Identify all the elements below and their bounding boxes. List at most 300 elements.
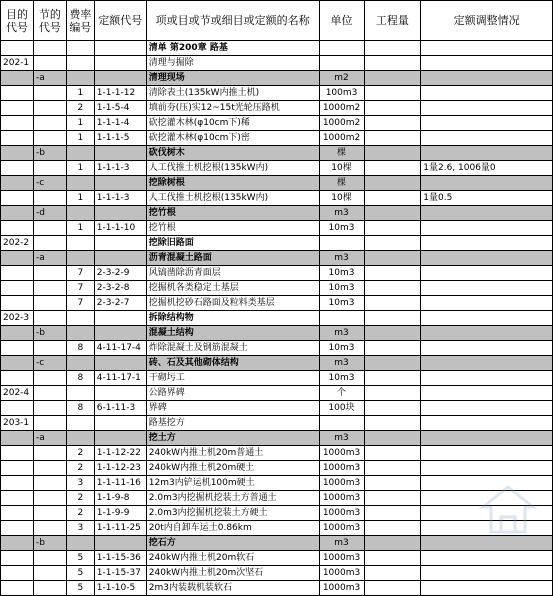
cell-item-name: 挖除旧路面: [146, 236, 319, 251]
cell-unit: 1000m3: [319, 566, 364, 581]
cell-adjustment: [421, 356, 553, 371]
cell-adjustment: [421, 446, 553, 461]
cell-quota-code: [94, 386, 146, 401]
cell-section-code: -c: [33, 176, 66, 191]
cell-unit: 10m3: [319, 296, 364, 311]
cell-quantity: [364, 41, 421, 56]
cell-item-name: 人工伐推土机挖根(135kW内): [146, 191, 319, 206]
cell-quota-code: 1-1-9-8: [94, 491, 146, 506]
cell-target-code: 203-1: [1, 416, 34, 431]
cell-adjustment: [421, 281, 553, 296]
cell-quota-code: [94, 176, 146, 191]
cell-item-name: 2m3内装载机装软石: [146, 581, 319, 596]
cell-section-code: [33, 221, 66, 236]
cell-quota-code: 1-1-15-36: [94, 551, 146, 566]
cell-adjustment: [421, 566, 553, 581]
cell-section-code: [33, 401, 66, 416]
cell-item-name: 挖掘机挖砂石路面及粒料类基层: [146, 296, 319, 311]
table-row: [1, 536, 553, 551]
cell-item-name: 12m3内铲运机100m硬土: [146, 476, 319, 491]
cell-quantity: [364, 266, 421, 281]
cell-target-code: [1, 191, 34, 206]
table-row: [1, 341, 553, 356]
cell-target-code: 202-1: [1, 56, 34, 71]
cell-section-code: [33, 461, 66, 476]
cell-rate-number: [66, 56, 94, 71]
table-row: [1, 236, 553, 251]
table-row: [1, 521, 553, 536]
cell-section-code: [33, 521, 66, 536]
cell-section-code: [33, 566, 66, 581]
cell-section-code: [33, 311, 66, 326]
cell-rate-number: 5: [66, 551, 94, 566]
cell-target-code: [1, 371, 34, 386]
cell-quantity: [364, 536, 421, 551]
cell-target-code: [1, 176, 34, 191]
cell-item-name: 挖土方: [146, 431, 319, 446]
cell-target-code: 202-2: [1, 236, 34, 251]
cell-quantity: [364, 206, 421, 221]
cell-item-name: 拆除结构物: [146, 311, 319, 326]
cell-target-code: [1, 296, 34, 311]
cell-rate-number: [66, 251, 94, 266]
table-row: [1, 446, 553, 461]
cell-unit: 1000m3: [319, 506, 364, 521]
cell-section-code: [33, 236, 66, 251]
cell-quantity: [364, 431, 421, 446]
cell-quantity: [364, 101, 421, 116]
cell-rate-number: [66, 236, 94, 251]
cell-rate-number: 1: [66, 221, 94, 236]
cell-unit: 10m3: [319, 341, 364, 356]
cell-quantity: [364, 476, 421, 491]
cell-rate-number: 1: [66, 116, 94, 131]
table-row: [1, 476, 553, 491]
cell-item-name: 砍挖灌木林(φ10cm下)密: [146, 131, 319, 146]
table-row: [1, 506, 553, 521]
cell-section-code: [33, 296, 66, 311]
cell-unit: 100块: [319, 401, 364, 416]
watermark-logo: [473, 482, 543, 542]
cell-quota-code: [94, 206, 146, 221]
cell-rate-number: [66, 416, 94, 431]
cell-section-code: [33, 446, 66, 461]
cell-section-code: -a: [33, 71, 66, 86]
cell-unit: [319, 311, 364, 326]
table-row: [1, 161, 553, 176]
table-row: [1, 431, 553, 446]
cell-quota-code: 1-1-5-4: [94, 101, 146, 116]
cell-adjustment: [421, 296, 553, 311]
cell-rate-number: 1: [66, 86, 94, 101]
cell-unit: [319, 56, 364, 71]
table-row: [1, 251, 553, 266]
cell-section-code: [33, 341, 66, 356]
cell-quota-code: 1-1-1-3: [94, 191, 146, 206]
cell-quota-code: [94, 326, 146, 341]
cell-quantity: [364, 401, 421, 416]
cell-quantity: [364, 296, 421, 311]
cell-quota-code: 1-1-1-12: [94, 86, 146, 101]
cell-item-name: 砍伐树木: [146, 146, 319, 161]
cell-quantity: [364, 461, 421, 476]
cell-adjustment: [421, 551, 553, 566]
cell-rate-number: [66, 41, 94, 56]
cell-rate-number: 8: [66, 341, 94, 356]
cell-unit: 1000m3: [319, 581, 364, 596]
cell-target-code: [1, 446, 34, 461]
table-row: [1, 281, 553, 296]
cell-unit: 10m3: [319, 281, 364, 296]
cell-quota-code: 4-11-17-4: [94, 341, 146, 356]
cell-rate-number: 7: [66, 266, 94, 281]
cell-adjustment: [421, 341, 553, 356]
cell-item-name: 干砌圬工: [146, 371, 319, 386]
cell-adjustment: [421, 461, 553, 476]
cell-unit: 1000m3: [319, 446, 364, 461]
cell-quota-code: 1-1-15-37: [94, 566, 146, 581]
cell-adjustment: [421, 221, 553, 236]
cell-quota-code: 2-3-2-9: [94, 266, 146, 281]
cell-unit: 10m3: [319, 221, 364, 236]
cell-item-name: 清理与掘除: [146, 56, 319, 71]
table-row: [1, 266, 553, 281]
cell-unit: 1000m3: [319, 491, 364, 506]
cell-adjustment: [421, 386, 553, 401]
table-row: [1, 401, 553, 416]
cell-target-code: [1, 326, 34, 341]
cell-item-name: 公路界碑: [146, 386, 319, 401]
cell-item-name: 20t内自卸车运土0.86km: [146, 521, 319, 536]
cell-adjustment: [421, 101, 553, 116]
cell-unit: 棵: [319, 146, 364, 161]
cell-unit: m2: [319, 71, 364, 86]
cell-target-code: [1, 281, 34, 296]
cell-adjustment: [421, 416, 553, 431]
cell-adjustment: [421, 56, 553, 71]
table-row: [1, 296, 553, 311]
cell-quantity: [364, 356, 421, 371]
cell-unit: [319, 236, 364, 251]
cell-item-name: 挖除树根: [146, 176, 319, 191]
table-row: [1, 566, 553, 581]
cell-unit: 10m3: [319, 266, 364, 281]
cell-rate-number: 3: [66, 521, 94, 536]
cell-quota-code: 1-1-12-23: [94, 461, 146, 476]
cell-target-code: [1, 41, 34, 56]
cell-item-name: 人工伐推土机挖根(135kW内): [146, 161, 319, 176]
table-row: [1, 56, 553, 71]
table-row: [1, 86, 553, 101]
header-quota-code: 定额代号: [94, 1, 146, 41]
cell-quota-code: 1-1-11-16: [94, 476, 146, 491]
cell-section-code: [33, 116, 66, 131]
cell-section-code: -a: [33, 251, 66, 266]
cell-rate-number: 2: [66, 461, 94, 476]
cell-item-name: 填前夯(压)实12~15t光轮压路机: [146, 101, 319, 116]
cell-unit: m3: [319, 251, 364, 266]
cell-quantity: [364, 146, 421, 161]
cell-adjustment: [421, 311, 553, 326]
cell-item-name: 挖掘机各类稳定土基层: [146, 281, 319, 296]
cell-target-code: [1, 506, 34, 521]
cell-quota-code: [94, 536, 146, 551]
cell-target-code: [1, 161, 34, 176]
cell-target-code: [1, 476, 34, 491]
cell-section-code: [33, 161, 66, 176]
cell-rate-number: 8: [66, 401, 94, 416]
cell-quota-code: [94, 356, 146, 371]
cell-adjustment: [421, 236, 553, 251]
cell-unit: 1000m2: [319, 101, 364, 116]
cell-quantity: [364, 71, 421, 86]
cell-target-code: [1, 101, 34, 116]
cell-target-code: [1, 71, 34, 86]
cell-quantity: [364, 131, 421, 146]
cell-section-code: -b: [33, 326, 66, 341]
cell-rate-number: [66, 311, 94, 326]
cell-rate-number: 1: [66, 191, 94, 206]
cell-item-name: 砍挖灌木林(φ10cm下)稀: [146, 116, 319, 131]
cell-rate-number: [66, 176, 94, 191]
table-row: [1, 386, 553, 401]
cell-quota-code: 1-1-1-3: [94, 161, 146, 176]
cell-adjustment: [421, 431, 553, 446]
cell-section-code: [33, 266, 66, 281]
cell-rate-number: [66, 71, 94, 86]
table-row: [1, 371, 553, 386]
cell-quota-code: 1-1-12-22: [94, 446, 146, 461]
cell-target-code: [1, 551, 34, 566]
cell-target-code: [1, 116, 34, 131]
cell-quantity: [364, 581, 421, 596]
cell-quantity: [364, 176, 421, 191]
cell-quantity: [364, 386, 421, 401]
cell-item-name: 240kW内推土机20m软石: [146, 551, 319, 566]
header-adjustment: 定额调整情况: [421, 1, 553, 41]
cell-quantity: [364, 341, 421, 356]
table-row: [1, 131, 553, 146]
cell-quantity: [364, 221, 421, 236]
cell-section-code: -b: [33, 146, 66, 161]
cell-target-code: [1, 521, 34, 536]
table-row: [1, 146, 553, 161]
cell-quota-code: [94, 236, 146, 251]
cell-quota-code: [94, 41, 146, 56]
cell-section-code: [33, 416, 66, 431]
cell-quota-code: 1-1-1-10: [94, 221, 146, 236]
cell-unit: m3: [319, 326, 364, 341]
cell-rate-number: 3: [66, 476, 94, 491]
cell-section-code: -a: [33, 431, 66, 446]
cell-rate-number: 8: [66, 371, 94, 386]
cell-quota-code: 6-1-11-3: [94, 401, 146, 416]
cell-section-code: -b: [33, 536, 66, 551]
cell-adjustment: [421, 86, 553, 101]
cell-target-code: 202-3: [1, 311, 34, 326]
cell-rate-number: 5: [66, 566, 94, 581]
cell-item-name: 挖竹根: [146, 221, 319, 236]
cell-target-code: [1, 146, 34, 161]
cell-quantity: [364, 116, 421, 131]
header-section-code: 节的代号: [33, 1, 66, 41]
cell-section-code: -d: [33, 206, 66, 221]
cell-target-code: [1, 461, 34, 476]
cell-section-code: [33, 386, 66, 401]
header-unit: 单位: [319, 1, 364, 41]
cell-quota-code: 1-1-10-5: [94, 581, 146, 596]
table-row: [1, 191, 553, 206]
cell-item-name: 240kW内推土机20m普通土: [146, 446, 319, 461]
cell-quantity: [364, 191, 421, 206]
cell-target-code: [1, 356, 34, 371]
cell-adjustment: [421, 251, 553, 266]
cell-quota-code: [94, 431, 146, 446]
cell-section-code: [33, 191, 66, 206]
cell-adjustment: [421, 371, 553, 386]
cell-item-name: 砖、石及其他砌体结构: [146, 356, 319, 371]
cell-unit: 1000m3: [319, 521, 364, 536]
table-row: [1, 461, 553, 476]
cell-item-name: 沥青混凝土路面: [146, 251, 319, 266]
table-row: [1, 206, 553, 221]
cell-item-name: 炸除混凝土及钢筋混凝土: [146, 341, 319, 356]
cell-target-code: [1, 431, 34, 446]
cell-unit: 10棵: [319, 191, 364, 206]
cell-item-name: 2.0m3内挖掘机挖装土方硬土: [146, 506, 319, 521]
cell-target-code: [1, 266, 34, 281]
cell-quota-code: 1-1-1-5: [94, 131, 146, 146]
cell-quantity: [364, 236, 421, 251]
cell-rate-number: [66, 386, 94, 401]
cell-rate-number: 7: [66, 296, 94, 311]
cell-unit: m3: [319, 431, 364, 446]
cell-adjustment: 1量0.5: [421, 191, 553, 206]
cell-adjustment: [421, 266, 553, 281]
table-row: [1, 551, 553, 566]
cell-adjustment: [421, 581, 553, 596]
cell-unit: m3: [319, 536, 364, 551]
cell-rate-number: [66, 206, 94, 221]
cell-quota-code: 2-3-2-8: [94, 281, 146, 296]
cell-quantity: [364, 416, 421, 431]
cell-quota-code: 1-1-11-25: [94, 521, 146, 536]
cell-item-name: 清单 第200章 路基: [146, 41, 319, 56]
cell-section-code: [33, 491, 66, 506]
header-target-code: 目的代号: [1, 1, 34, 41]
cell-section-code: [33, 101, 66, 116]
table-row: [1, 71, 553, 86]
table-row: [1, 101, 553, 116]
cell-quota-code: [94, 251, 146, 266]
cell-adjustment: [421, 146, 553, 161]
cell-item-name: 风镐凿除沥青面层: [146, 266, 319, 281]
cell-unit: 棵: [319, 176, 364, 191]
cell-section-code: [33, 86, 66, 101]
cell-section-code: [33, 131, 66, 146]
cell-item-name: 界碑: [146, 401, 319, 416]
table-row: [1, 416, 553, 431]
cell-unit: 10m3: [319, 371, 364, 386]
cell-item-name: 清理现场: [146, 71, 319, 86]
cell-item-name: 混凝土结构: [146, 326, 319, 341]
table-row: [1, 491, 553, 506]
cell-quantity: [364, 446, 421, 461]
cell-section-code: [33, 41, 66, 56]
cell-target-code: [1, 206, 34, 221]
header-row: [1, 1, 553, 41]
cell-section-code: [33, 56, 66, 71]
cell-adjustment: [421, 326, 553, 341]
cell-target-code: [1, 566, 34, 581]
header-quantity: 工程量: [364, 1, 421, 41]
cell-rate-number: 2: [66, 446, 94, 461]
cell-unit: 1000m3: [319, 461, 364, 476]
cell-quantity: [364, 326, 421, 341]
table-row: [1, 356, 553, 371]
cell-unit: m3: [319, 356, 364, 371]
cell-rate-number: 2: [66, 101, 94, 116]
cell-quantity: [364, 566, 421, 581]
cell-section-code: [33, 476, 66, 491]
table-row: [1, 581, 553, 596]
cell-adjustment: [421, 206, 553, 221]
cell-rate-number: 2: [66, 491, 94, 506]
cell-section-code: [33, 371, 66, 386]
cell-quantity: [364, 161, 421, 176]
cell-unit: 1000m3: [319, 476, 364, 491]
cell-quantity: [364, 56, 421, 71]
cell-quantity: [364, 506, 421, 521]
cell-adjustment: [421, 116, 553, 131]
cell-quota-code: [94, 416, 146, 431]
cell-target-code: [1, 221, 34, 236]
cell-target-code: [1, 581, 34, 596]
cell-section-code: -c: [33, 356, 66, 371]
cell-unit: 10棵: [319, 161, 364, 176]
cell-target-code: [1, 131, 34, 146]
cell-target-code: 202-4: [1, 386, 34, 401]
cell-quantity: [364, 491, 421, 506]
cell-target-code: [1, 341, 34, 356]
cell-quota-code: 1-1-9-9: [94, 506, 146, 521]
header-item-name: 项或目或节或细目或定额的名称: [146, 1, 319, 41]
cell-quota-code: 4-11-17-1: [94, 371, 146, 386]
cell-rate-number: 5: [66, 581, 94, 596]
cell-rate-number: [66, 356, 94, 371]
cell-adjustment: [421, 401, 553, 416]
cell-quantity: [364, 86, 421, 101]
cell-section-code: [33, 281, 66, 296]
cell-quantity: [364, 371, 421, 386]
cell-quota-code: [94, 146, 146, 161]
cell-rate-number: 2: [66, 506, 94, 521]
table-row: [1, 326, 553, 341]
cell-section-code: [33, 551, 66, 566]
cell-item-name: 路基挖方: [146, 416, 319, 431]
cell-rate-number: [66, 146, 94, 161]
cell-target-code: [1, 536, 34, 551]
cell-unit: [319, 416, 364, 431]
cell-quota-code: [94, 56, 146, 71]
cell-rate-number: 1: [66, 131, 94, 146]
cell-item-name: 挖竹根: [146, 206, 319, 221]
cell-item-name: 240kW内推土机20m硬土: [146, 461, 319, 476]
header-rate-number: 费率编号: [66, 1, 94, 41]
cell-quantity: [364, 551, 421, 566]
cell-adjustment: [421, 41, 553, 56]
cell-item-name: 清除表土(135kW内推土机): [146, 86, 319, 101]
